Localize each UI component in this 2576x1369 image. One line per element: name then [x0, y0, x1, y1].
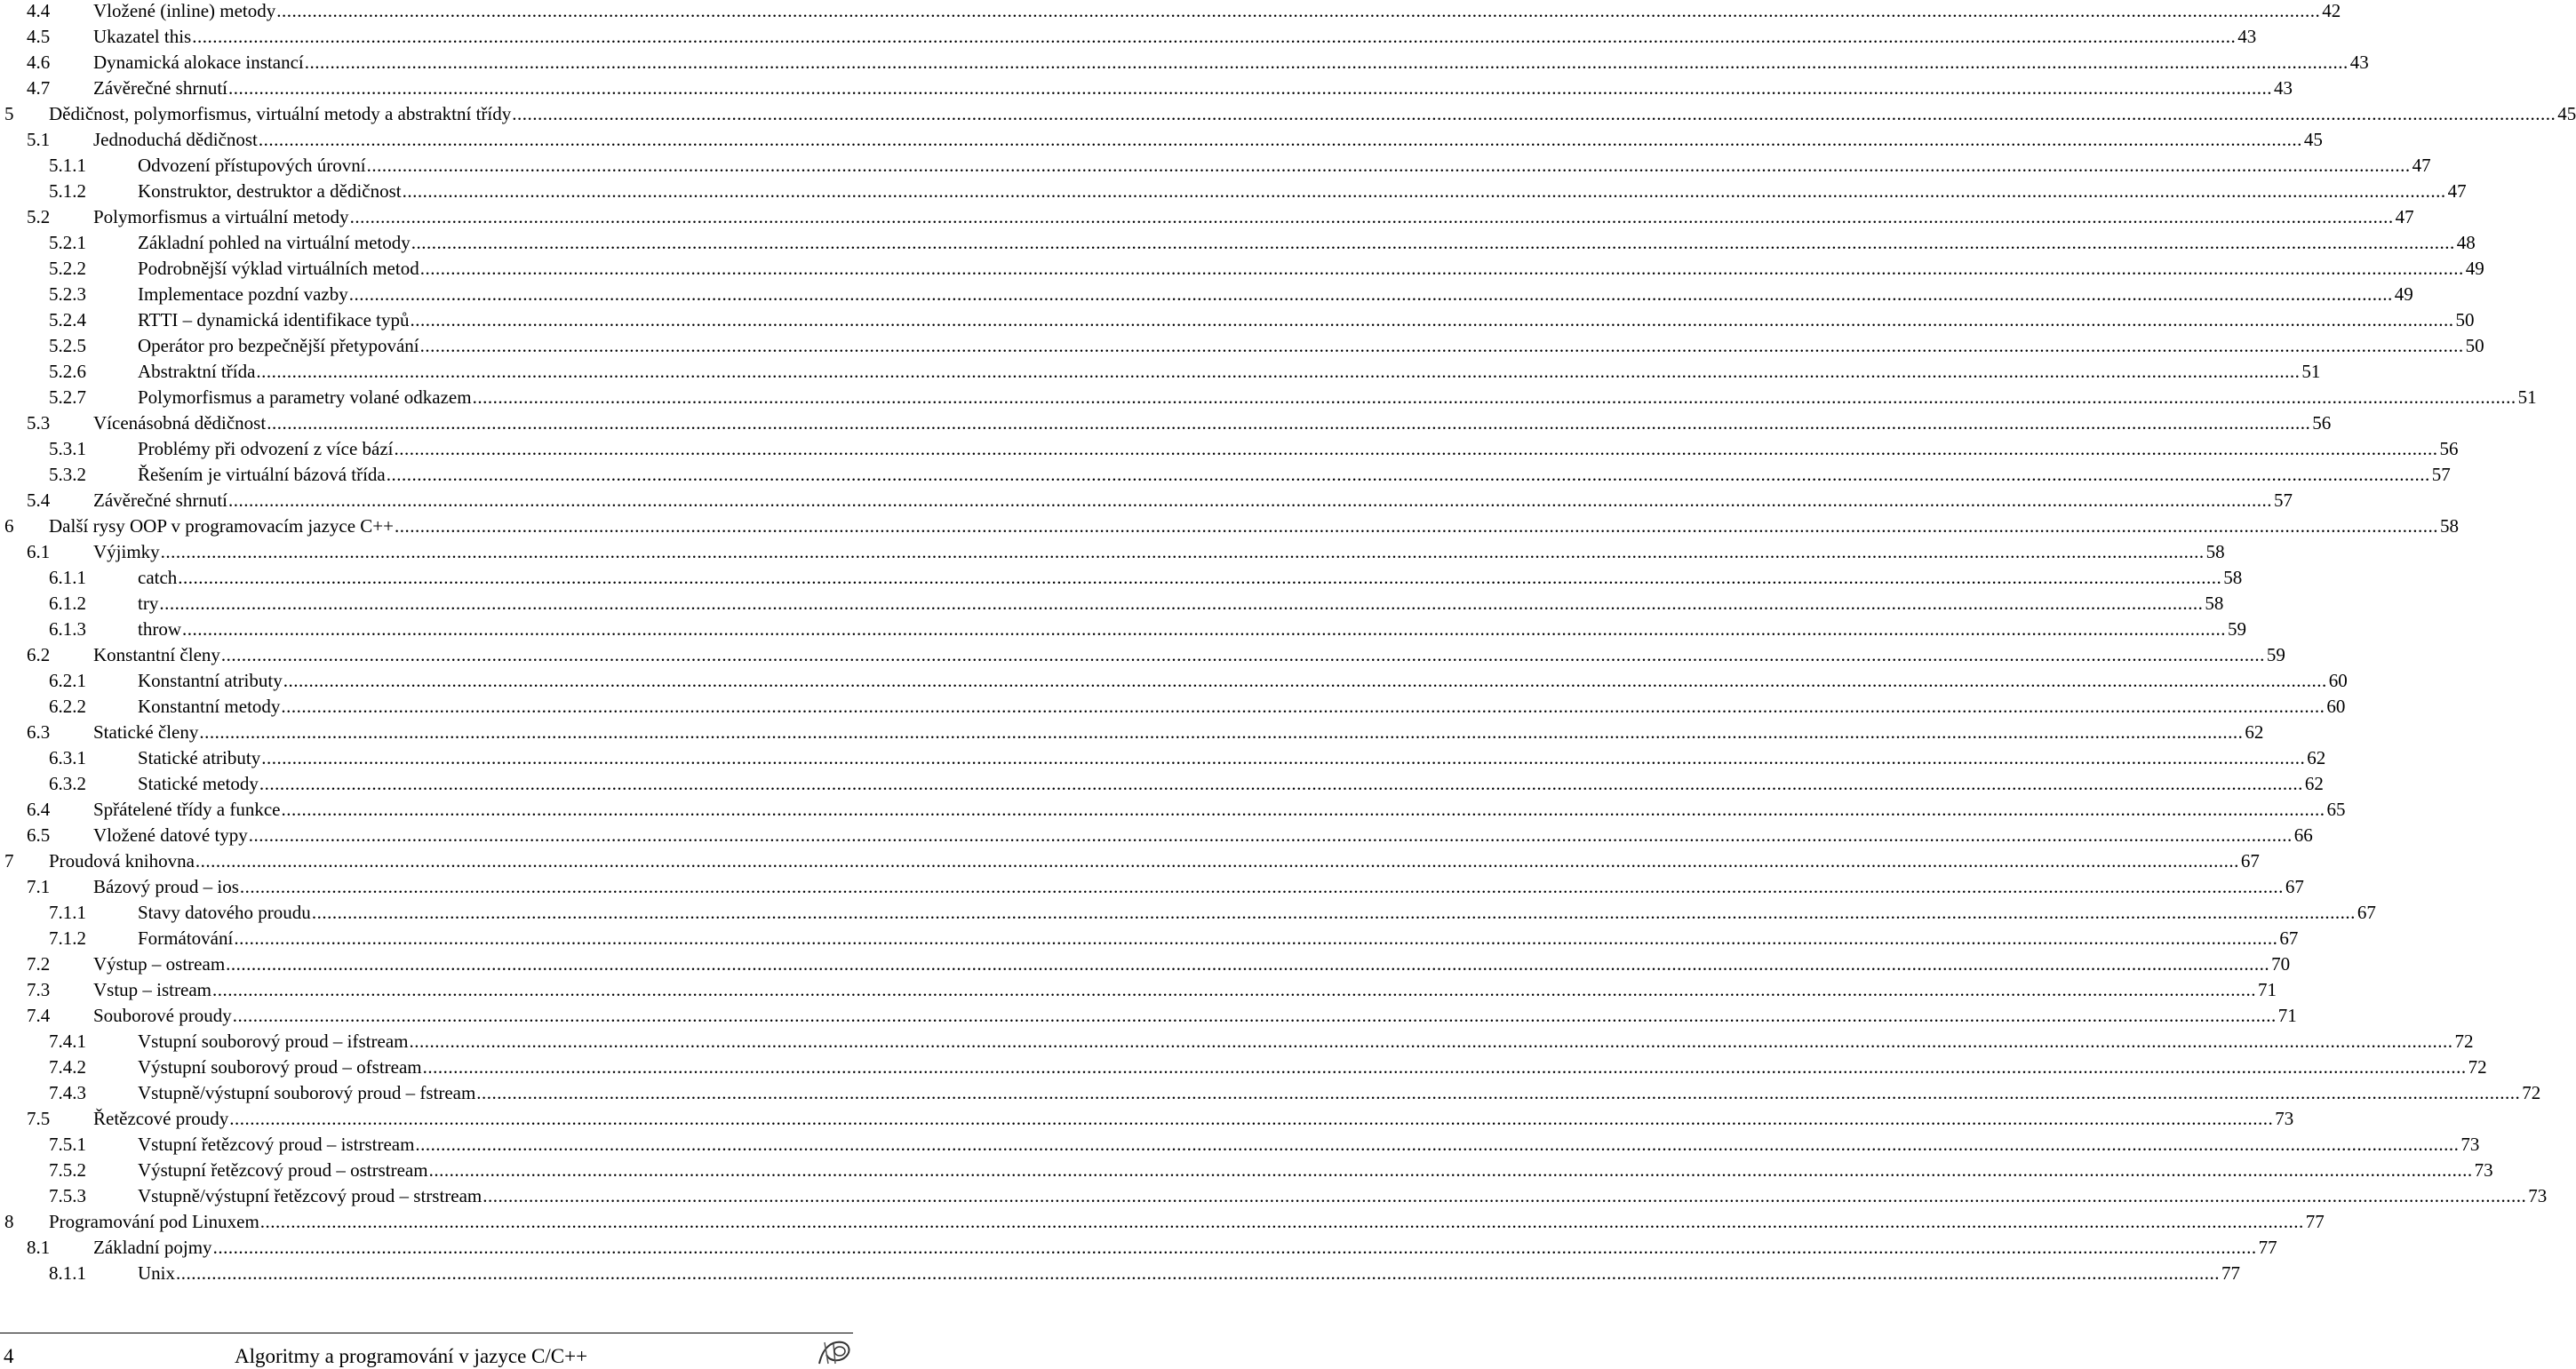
dot-leader: ................................................................................................................................................................................................................................................................................................................................................................................................................: [311, 902, 2356, 923]
toc-entry-title: Formátování: [138, 927, 234, 949]
dot-leader: ................................................................................................................................................................................................................................................................................................................................................................................................................: [411, 232, 2455, 253]
toc-entry: [0, 593, 2224, 618]
dot-leader: ................................................................................................................................................................................................................................................................................................................................................................................................................: [512, 103, 2556, 124]
toc-entry: [0, 696, 2346, 721]
toc-entry: [0, 129, 2323, 155]
dot-leader: ................................................................................................................................................................................................................................................................................................................................................................................................................: [178, 567, 2222, 588]
toc-entry-page: 51: [2517, 386, 2537, 408]
toc-entry: [0, 515, 2459, 541]
dot-leader: ................................................................................................................................................................................................................................................................................................................................................................................................................: [226, 953, 2270, 975]
toc-entry-number: 5.2.7: [49, 386, 86, 408]
toc-entry-title: Závěrečné shrnutí: [93, 489, 228, 511]
toc-entry-title: Konstantní členy: [93, 644, 220, 665]
dot-leader: ................................................................................................................................................................................................................................................................................................................................................................................................................: [348, 283, 2393, 305]
toc-entry-number: 5.1.1: [49, 155, 86, 176]
toc-entry: [0, 773, 2324, 799]
dot-leader: ................................................................................................................................................................................................................................................................................................................................................................................................................: [476, 1082, 2521, 1103]
toc-entry-number: 5.4: [27, 489, 51, 511]
toc-entry-number: 6.2.1: [49, 670, 86, 691]
dot-leader: ................................................................................................................................................................................................................................................................................................................................................................................................................: [409, 1031, 2453, 1052]
dot-leader: ................................................................................................................................................................................................................................................................................................................................................................................................................: [195, 850, 2239, 872]
toc-entry-page: 62: [2245, 721, 2264, 743]
toc-entry-number: 4.5: [27, 26, 51, 47]
toc-entry: [0, 799, 2346, 824]
toc-entry-number: 6.1.1: [49, 567, 86, 588]
toc-entry-number: 6.3: [27, 721, 51, 743]
toc-entry-page: 66: [2293, 824, 2313, 846]
dot-leader: ................................................................................................................................................................................................................................................................................................................................................................................................................: [402, 180, 2446, 202]
toc-entry-title: Bázový proud – ios: [93, 876, 239, 897]
publisher-logo-icon: [816, 1337, 853, 1369]
toc-entry-title: Stavy datového proudu: [138, 902, 311, 923]
toc-entry: [0, 335, 2484, 361]
toc-entry-page: 45: [2557, 103, 2576, 124]
toc-entry-number: 6.2: [27, 644, 51, 665]
toc-entry: [0, 52, 2369, 77]
toc-entry-title: Statické členy: [93, 721, 199, 743]
toc-entry-page: 77: [2221, 1262, 2240, 1284]
toc-entry-number: 8: [4, 1211, 14, 1232]
dot-leader: ................................................................................................................................................................................................................................................................................................................................................................................................................: [283, 670, 2327, 691]
dot-leader: ................................................................................................................................................................................................................................................................................................................................................................................................................: [228, 77, 2273, 99]
dot-leader: ................................................................................................................................................................................................................................................................................................................................................................................................................: [394, 438, 2438, 459]
toc-entry-number: 5.2.6: [49, 361, 86, 382]
toc-entry-number: 7.2: [27, 953, 51, 975]
toc-entry: [0, 26, 2257, 52]
toc-entry-title: Podrobnější výklad virtuálních metod: [138, 258, 419, 279]
toc-entry-title: Polymorfismus a virtuální metody: [93, 206, 349, 227]
toc-entry-number: 5.2.3: [49, 283, 86, 305]
dot-leader: ................................................................................................................................................................................................................................................................................................................................................................................................................: [258, 129, 2302, 150]
dot-leader: ................................................................................................................................................................................................................................................................................................................................................................................................................: [366, 155, 2411, 176]
toc-entry-page: 47: [2447, 180, 2467, 202]
toc-entry-number: 7.3: [27, 979, 51, 1000]
toc-entry-page: 73: [2460, 1134, 2480, 1155]
toc-entry-number: 7: [4, 850, 14, 872]
toc-entry-page: 71: [2257, 979, 2277, 1000]
toc-entry-number: 7.1.1: [49, 902, 86, 923]
dot-leader: ................................................................................................................................................................................................................................................................................................................................................................................................................: [483, 1185, 2527, 1206]
toc-entry: [0, 721, 2264, 747]
toc-entry-page: 49: [2394, 283, 2413, 305]
toc-entry: [0, 1056, 2487, 1082]
toc-entry: [0, 438, 2459, 464]
toc-entry-number: 5.3.1: [49, 438, 86, 459]
toc-entry-page: 77: [2258, 1237, 2277, 1258]
dot-leader: ................................................................................................................................................................................................................................................................................................................................................................................................................: [415, 1134, 2460, 1155]
toc-entry-number: 4.6: [27, 52, 51, 73]
toc-entry: [0, 541, 2225, 567]
toc-entry-page: 71: [2277, 1005, 2297, 1026]
dot-leader: ................................................................................................................................................................................................................................................................................................................................................................................................................: [248, 824, 2293, 846]
toc-entry-page: 42: [2322, 0, 2341, 21]
toc-entry-number: 5.3.2: [49, 464, 86, 485]
toc-entry-page: 47: [2395, 206, 2414, 227]
toc-entry-title: Proudová knihovna: [49, 850, 195, 872]
toc-entry: [0, 1159, 2493, 1185]
dot-leader: ................................................................................................................................................................................................................................................................................................................................................................................................................: [234, 927, 2278, 949]
toc-entry-page: 43: [2349, 52, 2369, 73]
toc-entry-title: Další rysy OOP v programovacím jazyce C++: [49, 515, 394, 537]
toc-entry: [0, 1108, 2294, 1134]
toc-entry-title: Ukazatel this: [93, 26, 192, 47]
toc-entry-number: 7.4.3: [49, 1082, 86, 1103]
toc-entry: [0, 1262, 2240, 1288]
toc-entry-number: 7.4: [27, 1005, 51, 1026]
toc-entry-title: Výstup – ostream: [93, 953, 226, 975]
toc-entry-page: 67: [2279, 927, 2299, 949]
dot-leader: ................................................................................................................................................................................................................................................................................................................................................................................................................: [281, 696, 2325, 717]
toc-entry-title: Vložené (inline) metody: [93, 0, 276, 21]
toc-entry-title: Dynamická alokace instancí: [93, 52, 304, 73]
footer-page-number: 4: [4, 1345, 14, 1367]
toc-entry: [0, 1185, 2548, 1211]
toc-entry-page: 73: [2474, 1159, 2493, 1181]
dot-leader: ................................................................................................................................................................................................................................................................................................................................................................................................................: [220, 644, 2265, 665]
toc-entry-page: 67: [2240, 850, 2260, 872]
toc-entry-page: 58: [2205, 593, 2224, 614]
toc-entry-number: 5.1.2: [49, 180, 86, 202]
toc-entry-title: Abstraktní třída: [138, 361, 256, 382]
toc-entry-number: 5.2.2: [49, 258, 86, 279]
toc-entry: [0, 850, 2260, 876]
toc-entry-page: 49: [2465, 258, 2484, 279]
dot-leader: ................................................................................................................................................................................................................................................................................................................................................................................................................: [159, 593, 2204, 614]
toc-entry: [0, 953, 2291, 979]
toc-entry: [0, 180, 2467, 206]
toc-entry-page: 70: [2271, 953, 2291, 975]
toc-entry-number: 5.2.4: [49, 309, 86, 330]
toc-entry-page: 72: [2454, 1031, 2474, 1052]
dot-leader: ................................................................................................................................................................................................................................................................................................................................................................................................................: [256, 361, 2301, 382]
dot-leader: ................................................................................................................................................................................................................................................................................................................................................................................................................: [199, 721, 2244, 743]
dot-leader: ................................................................................................................................................................................................................................................................................................................................................................................................................: [395, 515, 2438, 537]
toc-entry-title: Výjimky: [93, 541, 160, 562]
dot-leader: ................................................................................................................................................................................................................................................................................................................................................................................................................: [229, 1108, 2274, 1129]
toc-entry-title: Operátor pro bezpečnější přetypování: [138, 335, 419, 356]
footer-title: Algoritmy a programování v jazyce C/C++: [235, 1345, 588, 1367]
toc-entry: [0, 232, 2476, 258]
toc-entry-page: 77: [2305, 1211, 2325, 1232]
toc-entry-title: Vstupně/výstupní řetězcový proud – strstream: [138, 1185, 483, 1206]
dot-leader: ................................................................................................................................................................................................................................................................................................................................................................................................................: [228, 489, 2273, 511]
toc-entry-title: Polymorfismus a parametry volané odkazem: [138, 386, 472, 408]
toc-entry-title: Statické metody: [138, 773, 259, 794]
toc-entry-number: 8.1: [27, 1237, 51, 1258]
toc-entry-title: Jednoduchá dědičnost: [93, 129, 258, 150]
toc-entry: [0, 824, 2313, 850]
toc-entry: [0, 1134, 2480, 1159]
toc-entry-title: Vícenásobná dědičnost: [93, 412, 267, 434]
toc-entry-title: Dědičnost, polymorfismus, virtuální metody a abstraktní třídy: [49, 103, 512, 124]
toc-entry-number: 6.5: [27, 824, 51, 846]
dot-leader: ................................................................................................................................................................................................................................................................................................................................................................................................................: [267, 412, 2311, 434]
toc-entry-page: 62: [2307, 747, 2326, 768]
toc-entry-number: 7.5.1: [49, 1134, 86, 1155]
toc-entry: [0, 103, 2576, 129]
toc-entry-title: Vstupní řetězcový proud – istrstream: [138, 1134, 415, 1155]
dot-leader: ................................................................................................................................................................................................................................................................................................................................................................................................................: [276, 0, 2321, 21]
toc-entry: [0, 747, 2326, 773]
toc-entry-page: 48: [2456, 232, 2476, 253]
toc-entry: [0, 1237, 2277, 1262]
toc-entry: [0, 979, 2277, 1005]
toc-entry-number: 4.7: [27, 77, 51, 99]
toc-entry: [0, 489, 2293, 515]
toc-entry-title: Souborové proudy: [93, 1005, 232, 1026]
toc-entry: [0, 258, 2484, 283]
toc-entry-number: 7.5.3: [49, 1185, 86, 1206]
toc-entry-number: 6.4: [27, 799, 51, 820]
toc-entry: [0, 1005, 2297, 1031]
dot-leader: ................................................................................................................................................................................................................................................................................................................................................................................................................: [281, 799, 2325, 820]
toc-entry-title: Konstruktor, destruktor a dědičnost: [138, 180, 402, 202]
toc-entry-page: 58: [2440, 515, 2459, 537]
toc-entry: [0, 77, 2293, 103]
toc-entry-number: 6: [4, 515, 14, 537]
toc-entry-title: RTTI – dynamická identifikace typů: [138, 309, 410, 330]
toc-entry-title: Řešením je virtuální bázová třída: [138, 464, 386, 485]
toc-entry-title: Statické atributy: [138, 747, 261, 768]
toc-entry-title: Spřátelené třídy a funkce: [93, 799, 281, 820]
toc-entry-title: Programování pod Linuxem: [49, 1211, 259, 1232]
toc-entry-page: 72: [2468, 1056, 2487, 1078]
toc-entry-page: 47: [2412, 155, 2431, 176]
toc-entry-number: 6.3.1: [49, 747, 86, 768]
toc-entry-number: 5: [4, 103, 14, 124]
toc-entry-title: Unix: [138, 1262, 175, 1284]
dot-leader: ................................................................................................................................................................................................................................................................................................................................................................................................................: [349, 206, 2394, 227]
toc-entry: [0, 567, 2243, 593]
toc-entry-number: 6.2.2: [49, 696, 86, 717]
toc-entry-page: 67: [2285, 876, 2304, 897]
toc-entry-page: 73: [2275, 1108, 2294, 1129]
dot-leader: ................................................................................................................................................................................................................................................................................................................................................................................................................: [182, 618, 2226, 640]
toc-entry-number: 5.3: [27, 412, 51, 434]
dot-leader: ................................................................................................................................................................................................................................................................................................................................................................................................................: [212, 1237, 2257, 1258]
dot-leader: ................................................................................................................................................................................................................................................................................................................................................................................................................: [211, 979, 2256, 1000]
toc-entry-number: 7.1.2: [49, 927, 86, 949]
toc-entry: [0, 1031, 2474, 1056]
toc-entry-title: try: [138, 593, 159, 614]
toc-entry: [0, 155, 2431, 180]
toc-entry-title: Odvození přístupových úrovní: [138, 155, 366, 176]
toc-entry-title: Výstupní řetězcový proud – ostrstream: [138, 1159, 428, 1181]
toc-entry-page: 50: [2465, 335, 2484, 356]
toc-entry: [0, 206, 2414, 232]
toc-entry-title: catch: [138, 567, 178, 588]
toc-entry: [0, 644, 2285, 670]
toc-entry-page: 67: [2357, 902, 2376, 923]
toc-entry: [0, 1082, 2541, 1108]
toc-entry-title: Vložené datové typy: [93, 824, 248, 846]
toc-entry-page: 43: [2274, 77, 2293, 99]
toc-entry-page: 56: [2439, 438, 2459, 459]
toc-entry-page: 57: [2274, 489, 2293, 511]
dot-leader: ................................................................................................................................................................................................................................................................................................................................................................................................................: [160, 541, 2205, 562]
dot-leader: ................................................................................................................................................................................................................................................................................................................................................................................................................: [304, 52, 2349, 73]
toc-entry-page: 62: [2304, 773, 2324, 794]
toc-entry: [0, 464, 2451, 489]
toc-entry-page: 73: [2528, 1185, 2548, 1206]
toc-entry-title: Závěrečné shrnutí: [93, 77, 228, 99]
toc-entry-page: 56: [2312, 412, 2332, 434]
toc-entry-title: throw: [138, 618, 181, 640]
toc-entry-page: 50: [2455, 309, 2475, 330]
toc-entry: [0, 0, 2341, 26]
dot-leader: ................................................................................................................................................................................................................................................................................................................................................................................................................: [176, 1262, 2220, 1284]
toc-entry-number: 8.1.1: [49, 1262, 86, 1284]
dot-leader: ................................................................................................................................................................................................................................................................................................................................................................................................................: [410, 309, 2454, 330]
toc-entry-title: Implementace pozdní vazby: [138, 283, 348, 305]
toc-entry: [0, 386, 2537, 412]
toc-entry-number: 5.2.1: [49, 232, 86, 253]
dot-leader: ................................................................................................................................................................................................................................................................................................................................................................................................................: [259, 773, 2303, 794]
toc-entry-page: 45: [2303, 129, 2323, 150]
toc-entry-page: 72: [2522, 1082, 2541, 1103]
toc-entry-page: 57: [2431, 464, 2451, 485]
toc-entry-title: Řetězcové proudy: [93, 1108, 229, 1129]
toc-entry-page: 43: [2237, 26, 2257, 47]
dot-leader: ................................................................................................................................................................................................................................................................................................................................................................................................................: [419, 258, 2464, 279]
dot-leader: ................................................................................................................................................................................................................................................................................................................................................................................................................: [239, 876, 2284, 897]
toc-entry-title: Vstupně/výstupní souborový proud – fstream: [138, 1082, 476, 1103]
dot-leader: ................................................................................................................................................................................................................................................................................................................................................................................................................: [428, 1159, 2473, 1181]
toc-entry-title: Základní pojmy: [93, 1237, 212, 1258]
toc-entry-number: 6.1.3: [49, 618, 86, 640]
toc-entry: [0, 309, 2475, 335]
dot-leader: ................................................................................................................................................................................................................................................................................................................................................................................................................: [422, 1056, 2467, 1078]
toc-entry-number: 7.4.2: [49, 1056, 86, 1078]
dot-leader: ................................................................................................................................................................................................................................................................................................................................................................................................................: [261, 747, 2306, 768]
toc-entry-title: Výstupní souborový proud – ofstream: [138, 1056, 422, 1078]
toc-entry-page: 51: [2301, 361, 2321, 382]
toc-entry: [0, 927, 2299, 953]
dot-leader: ................................................................................................................................................................................................................................................................................................................................................................................................................: [386, 464, 2430, 485]
toc-entry-number: 5.1: [27, 129, 51, 150]
toc-entry-page: 60: [2328, 670, 2348, 691]
toc-entry: [0, 361, 2321, 386]
toc-entry-number: 6.1.2: [49, 593, 86, 614]
toc-entry-page: 60: [2326, 696, 2346, 717]
dot-leader: ................................................................................................................................................................................................................................................................................................................................................................................................................: [472, 386, 2516, 408]
toc-entry: [0, 618, 2246, 644]
toc-entry: [0, 670, 2348, 696]
toc-entry-title: Vstup – istream: [93, 979, 211, 1000]
toc-entry-page: 59: [2266, 644, 2285, 665]
toc-entry-number: 4.4: [27, 0, 51, 21]
toc-entry-number: 7.5: [27, 1108, 51, 1129]
toc-entry-number: 6.3.2: [49, 773, 86, 794]
toc-entry: [0, 1211, 2325, 1237]
dot-leader: ................................................................................................................................................................................................................................................................................................................................................................................................................: [192, 26, 2237, 47]
dot-leader: ................................................................................................................................................................................................................................................................................................................................................................................................................: [259, 1211, 2304, 1232]
toc-entry: [0, 876, 2304, 902]
dot-leader: ................................................................................................................................................................................................................................................................................................................................................................................................................: [232, 1005, 2277, 1026]
toc-entry: [0, 412, 2332, 438]
toc-entry-number: 7.1: [27, 876, 51, 897]
toc-entry-number: 5.2: [27, 206, 51, 227]
toc-entry: [0, 283, 2413, 309]
toc-entry-title: Problémy při odvození z více bází: [138, 438, 394, 459]
toc-entry-number: 7.5.2: [49, 1159, 86, 1181]
dot-leader: ................................................................................................................................................................................................................................................................................................................................................................................................................: [419, 335, 2464, 356]
toc-entry-title: Vstupní souborový proud – ifstream: [138, 1031, 409, 1052]
toc-entry-title: Konstantní atributy: [138, 670, 283, 691]
toc-entry-title: Konstantní metody: [138, 696, 281, 717]
toc-entry-page: 58: [2223, 567, 2243, 588]
toc-entry-number: 5.2.5: [49, 335, 86, 356]
toc-entry-page: 59: [2228, 618, 2246, 640]
toc-entry-number: 7.4.1: [49, 1031, 86, 1052]
toc-entry-title: Základní pohled na virtuální metody: [138, 232, 411, 253]
toc-entry-page: 65: [2326, 799, 2346, 820]
toc-entry-number: 6.1: [27, 541, 51, 562]
toc-entry-page: 58: [2205, 541, 2225, 562]
toc-entry: [0, 902, 2376, 927]
